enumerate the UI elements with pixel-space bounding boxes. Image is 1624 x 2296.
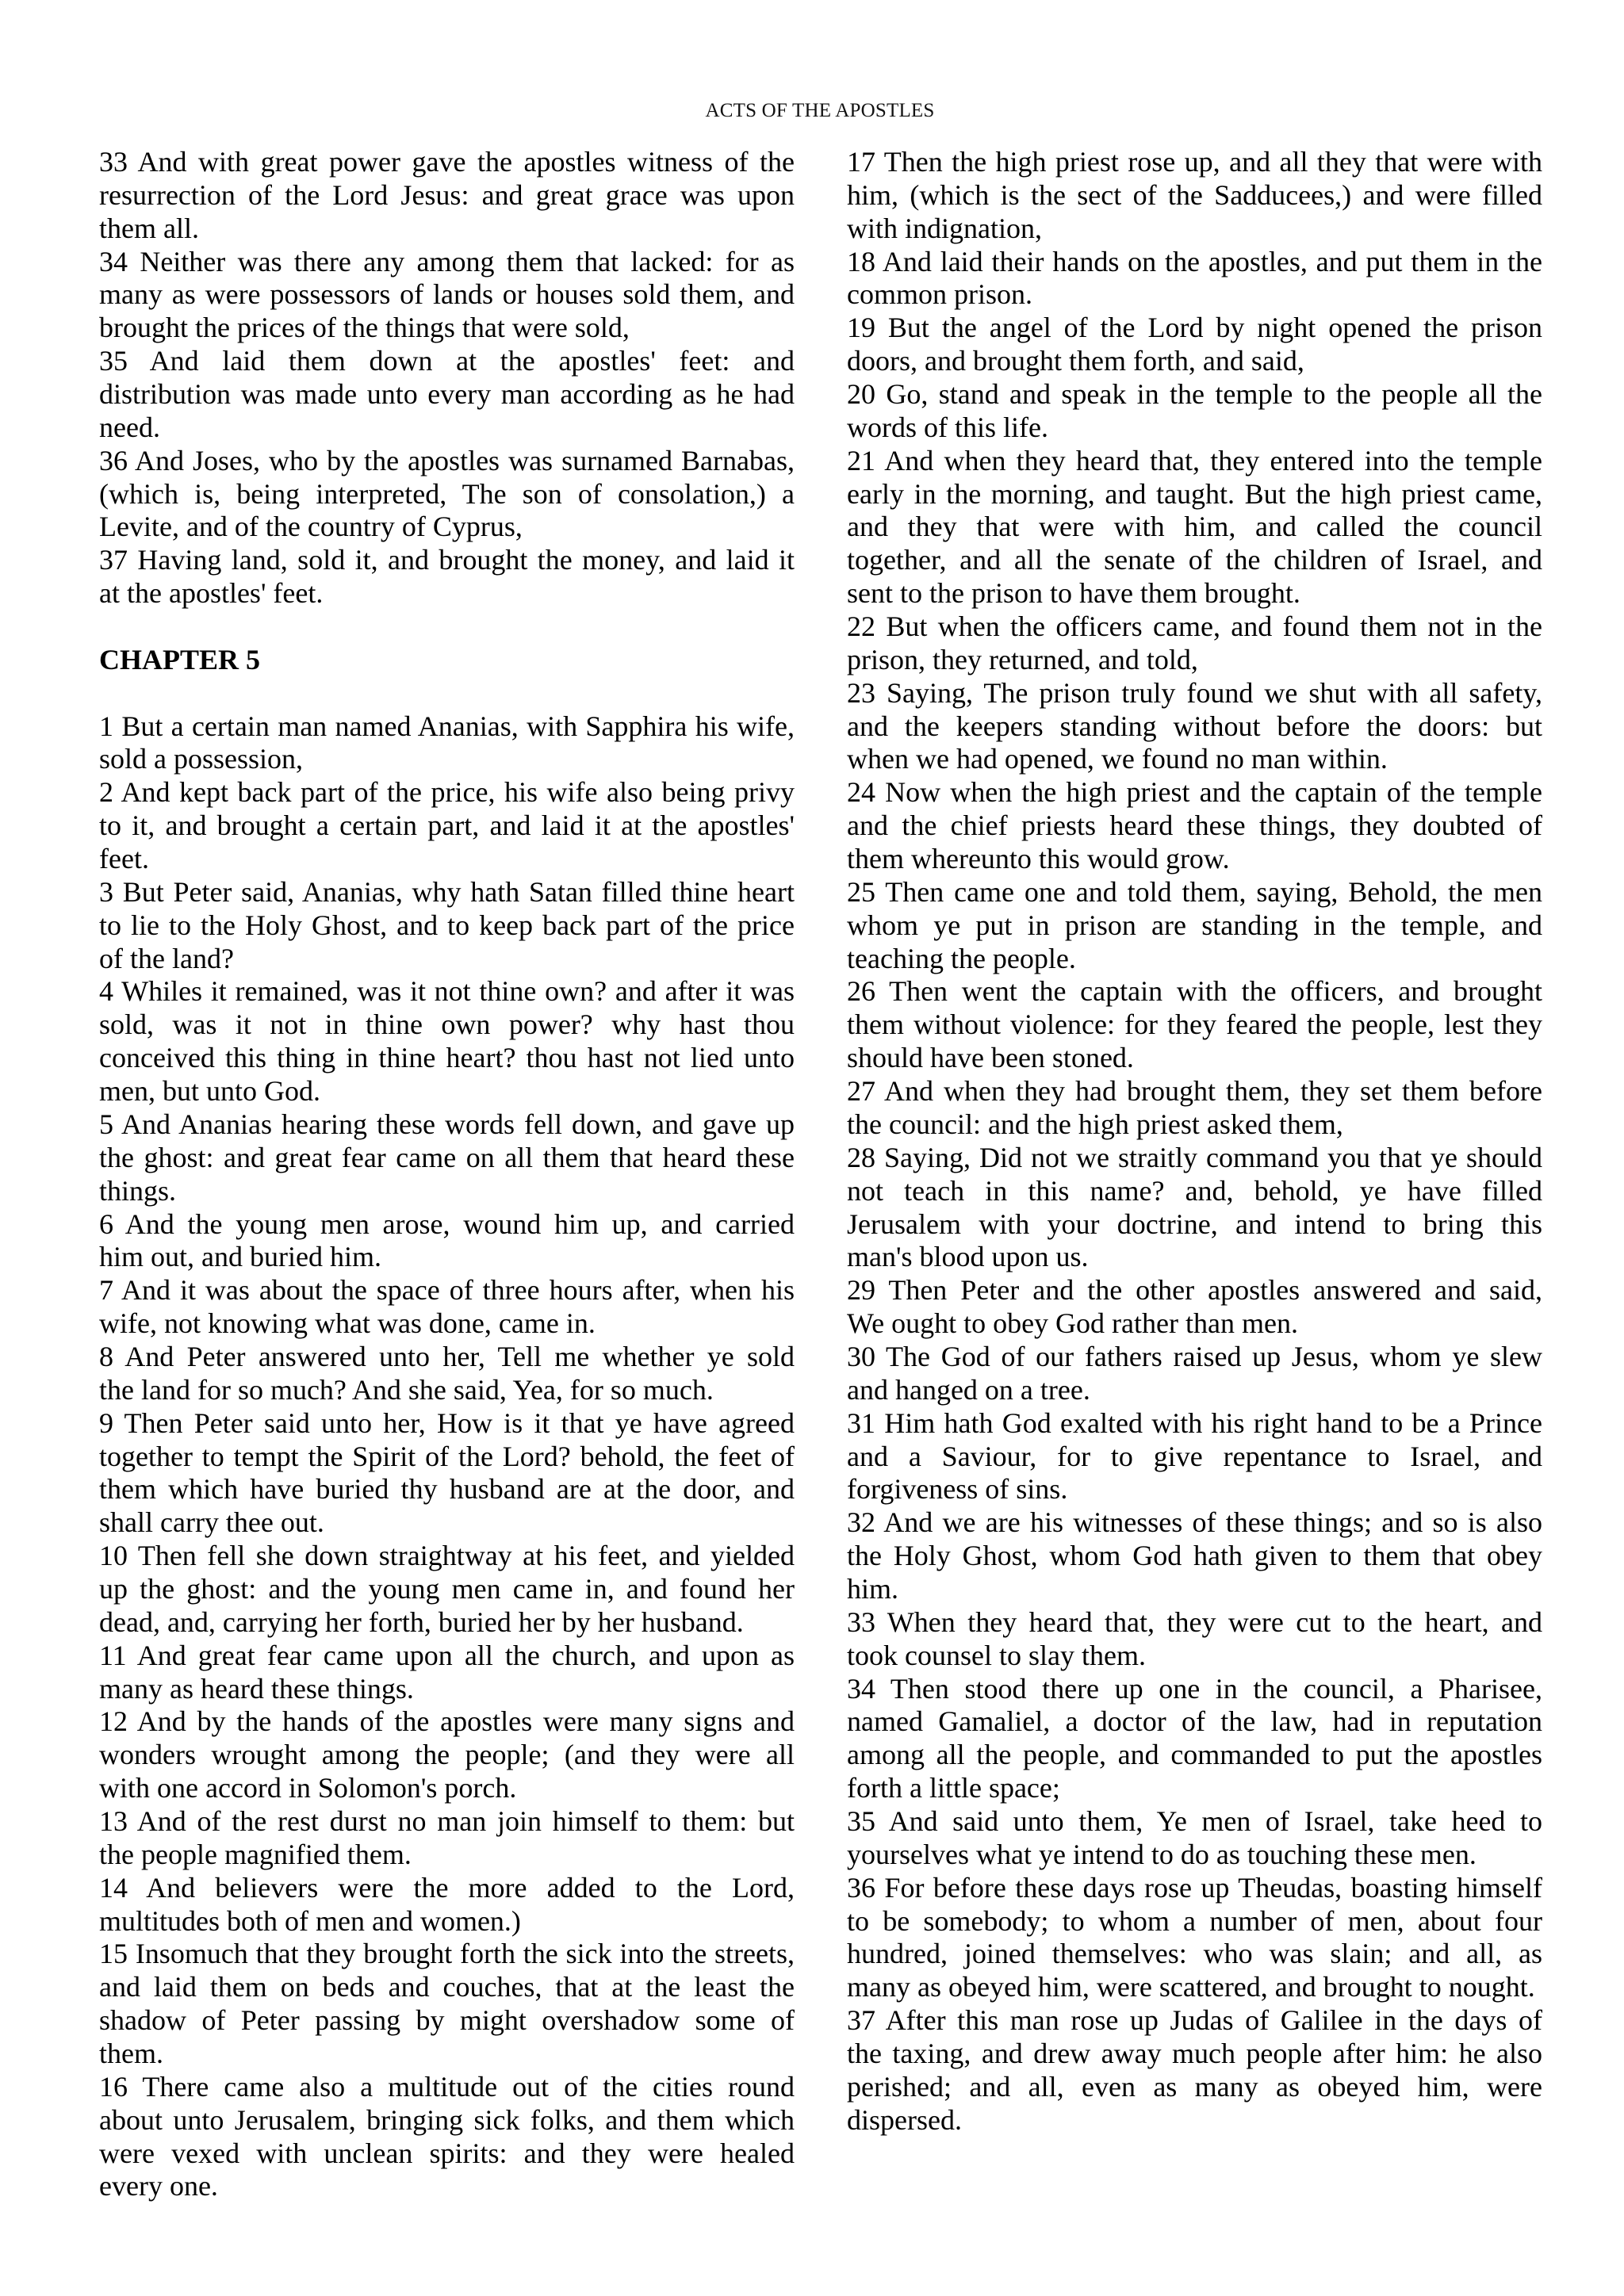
verse-line: and the keepers standing without before the doors: but	[847, 710, 1542, 742]
verse-line: with one accord in Solomon's porch.	[99, 1772, 517, 1804]
verse-line: doors, and brought them forth, and said,	[847, 345, 1304, 377]
verse-line: 12 And by the hands of the apostles were many signs and	[99, 1705, 795, 1738]
verse-paragraph	[847, 975, 1542, 1075]
running-header: ACTS OF THE APOSTLES	[705, 100, 935, 121]
verse-line: 14 And believers were the more added to the Lord,	[99, 1871, 795, 1904]
verse-line: hundred, joined themselves: who was slain; and all, as	[847, 1938, 1542, 1970]
verse-line: forgiveness of sins.	[847, 1473, 1068, 1506]
verse-line: resurrection of the Lord Jesus: and great grace was upon	[99, 178, 795, 211]
verse-line: named Gamaliel, a doctor of the law, had in reputation	[847, 1705, 1542, 1738]
verse-paragraph	[99, 776, 795, 876]
verse-paragraph	[847, 1142, 1542, 1274]
verse-line: the council: and the high priest asked them,	[847, 1108, 1343, 1140]
verse-line: 28 Saying, Did not we straitly command you that ye should	[847, 1141, 1542, 1173]
verse-paragraph	[847, 776, 1542, 876]
verse-line: wonders wrought among the people; (and they were all	[99, 1739, 795, 1771]
verse-paragraph	[99, 2071, 795, 2203]
verse-line: men, but unto God.	[99, 1075, 320, 1108]
verse-paragraph	[847, 1274, 1542, 1341]
verse-paragraph	[99, 1805, 795, 1872]
verse-paragraph	[847, 312, 1542, 378]
verse-line: among all the people, and commanded to put the apostles	[847, 1739, 1542, 1771]
verse-paragraph	[99, 1640, 795, 1706]
verse-line: took counsel to slay them.	[847, 1639, 1146, 1671]
verse-paragraph	[99, 345, 795, 445]
verse-line: dead, and, carrying her forth, buried her by her husband.	[99, 1605, 744, 1638]
verse-line: to lie to the Holy Ghost, and to keep back part of the price	[99, 909, 795, 941]
verse-line: him, (which is the sect of the Sadducees,) and were filled	[847, 178, 1542, 211]
verse-line: 13 And of the rest durst no man join himself to them: but	[99, 1804, 795, 1837]
verse-line: were vexed with unclean spirits: and they were healed	[99, 2137, 795, 2169]
verse-line: whom ye put in prison are standing in the temple, and	[847, 909, 1542, 941]
verse-line: 6 And the young men arose, wound him up, and carried	[99, 1207, 795, 1240]
verse-line: (which is, being interpreted, The son of consolation,) a	[99, 477, 795, 510]
verse-paragraph	[99, 146, 795, 246]
verse-line: We ought to obey God rather than men.	[847, 1307, 1298, 1340]
verse-line: 37 After this man rose up Judas of Galilee in the days of	[847, 2004, 1542, 2037]
verse-line: 17 Then the high priest rose up, and all they that were with	[847, 146, 1542, 178]
verse-line: wife, not knowing what was done, came in.	[99, 1307, 596, 1340]
verse-line: shall carry thee out.	[99, 1506, 324, 1539]
verse-line: 2 And kept back part of the price, his wife also being privy	[99, 776, 795, 809]
verse-line: 19 But the angel of the Lord by night opened the prison	[847, 312, 1542, 344]
verse-line: at the apostles' feet.	[99, 577, 324, 610]
verse-line: 34 Then stood there up one in the council, a Pharisee,	[847, 1672, 1542, 1705]
verse-line: the taxing, and drew away much people after him: he also	[847, 2037, 1542, 2069]
verse-line: 33 When they heard that, they were cut to the heart, and	[847, 1605, 1542, 1638]
verse-line: 1 But a certain man named Ananias, with Sapphira his wife,	[99, 710, 795, 742]
verse-line: 20 Go, stand and speak in the temple to the people all the	[847, 378, 1542, 411]
verse-line: man's blood upon us.	[847, 1241, 1089, 1273]
verse-line: prison, they returned, and told,	[847, 643, 1198, 675]
verse-paragraph	[847, 1075, 1542, 1142]
verse-paragraph	[847, 1872, 1542, 2004]
verse-line: 26 Then went the captain with the officers, and brought	[847, 975, 1542, 1008]
verse-line: them without violence: for they feared the people, lest they	[847, 1008, 1542, 1041]
verse-line: things.	[99, 1174, 177, 1207]
verse-paragraph	[99, 1705, 795, 1805]
verse-line: 33 And with great power gave the apostles witness of the	[99, 146, 795, 178]
verse-line: not teach in this name? and, behold, ye have filled	[847, 1174, 1542, 1207]
verse-line: 22 But when the officers came, and found them not in the	[847, 610, 1542, 643]
verse-paragraph	[847, 445, 1542, 610]
verse-line: should have been stoned.	[847, 1042, 1134, 1074]
verse-paragraph	[847, 1506, 1542, 1606]
verse-paragraph	[99, 975, 795, 1108]
verse-line: 37 Having land, sold it, and brought the money, and laid it	[99, 544, 795, 576]
verse-line: and they that were with him, and called the council	[847, 511, 1542, 543]
chapter-heading: CHAPTER 5	[99, 643, 261, 675]
verse-line: him.	[847, 1572, 899, 1605]
verse-line: up the ghost: and the young men came in, and found her	[99, 1572, 795, 1605]
verse-line: many as obeyed him, were scattered, and brought to nought.	[847, 1971, 1535, 2003]
verse-paragraph	[99, 1341, 795, 1407]
verse-line: need.	[99, 411, 160, 443]
verse-paragraph	[847, 146, 1542, 246]
verse-paragraph	[99, 1108, 795, 1208]
verse-line: 21 And when they heard that, they entered into the temple	[847, 444, 1542, 476]
verse-line: Levite, and of the country of Cyprus,	[99, 511, 523, 543]
verse-line: perished; and all, even as many as obeyed him, were	[847, 2070, 1542, 2103]
verse-line: conceived this thing in thine heart? thou hast not lied unto	[99, 1042, 795, 1074]
verse-line: 27 And when they had brought them, they set them before	[847, 1075, 1542, 1108]
verse-line: him out, and buried him.	[99, 1241, 381, 1273]
verse-line: many as were possessors of lands or houses sold them, and	[99, 278, 795, 311]
verse-line: sold a possession,	[99, 743, 304, 775]
verse-line: them all.	[99, 212, 199, 244]
verse-line: together to tempt the Spirit of the Lord? behold, the feet of	[99, 1440, 795, 1472]
verse-line: the ghost: and great fear came on all them that heard these	[99, 1141, 795, 1173]
verse-line: teaching the people.	[847, 942, 1076, 974]
verse-paragraph	[99, 1872, 795, 1938]
verse-paragraph	[847, 677, 1542, 777]
verse-line: brought the prices of the things that were sold,	[99, 312, 630, 344]
verse-line: 11 And great fear came upon all the church, and upon as	[99, 1639, 795, 1671]
verse-line: to it, and brought a certain part, and laid it at the apostles'	[99, 809, 795, 842]
verse-line: distribution was made unto every man according as he had	[99, 378, 795, 411]
right-text-column	[847, 146, 1542, 2137]
verse-line: together, and all the senate of the children of Israel, and	[847, 544, 1542, 576]
blank-line	[99, 677, 795, 710]
verse-line: 29 Then Peter and the other apostles answered and said,	[847, 1274, 1542, 1307]
verse-line: 10 Then fell she down straightway at his feet, and yielded	[99, 1540, 795, 1572]
verse-line: and a Saviour, for to give repentance to Israel, and	[847, 1440, 1542, 1472]
verse-paragraph	[99, 876, 795, 976]
verse-line: about unto Jerusalem, bringing sick folks, and them which	[99, 2103, 795, 2136]
verse-line: many as heard these things.	[99, 1672, 414, 1705]
verse-paragraph	[99, 1407, 795, 1540]
verse-line: yourselves what ye intend to do as touching these men.	[847, 1838, 1477, 1870]
verse-paragraph	[847, 876, 1542, 976]
verse-line: them which have buried thy husband are at the door, and	[99, 1473, 795, 1506]
verse-line: 18 And laid their hands on the apostles, and put them in the	[847, 245, 1542, 277]
verse-line: words of this life.	[847, 411, 1048, 443]
verse-paragraph	[99, 445, 795, 545]
verse-line: the land for so much? And she said, Yea, for so much.	[99, 1373, 714, 1406]
verse-paragraph	[99, 246, 795, 346]
verse-line: 7 And it was about the space of three hours after, when his	[99, 1274, 795, 1307]
verse-line: 30 The God of our fathers raised up Jesus, whom ye slew	[847, 1340, 1542, 1372]
verse-line: common prison.	[847, 278, 1032, 311]
verse-paragraph	[99, 1540, 795, 1640]
verse-paragraph	[847, 1606, 1542, 1673]
verse-line: feet.	[99, 843, 149, 875]
verse-line: and laid them on beds and couches, that at the least the	[99, 1971, 795, 2003]
verse-paragraph	[99, 1208, 795, 1275]
blank-line	[99, 610, 795, 644]
verse-line: sent to the prison to have them brought.	[847, 577, 1300, 610]
verse-line: 31 Him hath God exalted with his right hand to be a Prince	[847, 1406, 1542, 1439]
verse-line: them whereunto this would grow.	[847, 843, 1230, 875]
verse-line: shadow of Peter passing by might overshadow some of	[99, 2004, 795, 2037]
verse-line: 25 Then came one and told them, saying, Behold, the men	[847, 875, 1542, 908]
verse-line: multitudes both of men and women.)	[99, 1904, 521, 1937]
verse-paragraph	[847, 610, 1542, 677]
verse-line: 15 Insomuch that they brought forth the sick into the streets,	[99, 1938, 795, 1970]
verse-line: 32 And we are his witnesses of these things; and so is also	[847, 1506, 1542, 1539]
verse-paragraph	[847, 2004, 1542, 2137]
verse-line: 3 But Peter said, Ananias, why hath Satan filled thine heart	[99, 875, 795, 908]
verse-line: of the land?	[99, 942, 234, 974]
verse-line: with indignation,	[847, 212, 1042, 244]
verse-line: dispersed.	[847, 2103, 962, 2136]
verse-line: 5 And Ananias hearing these words fell down, and gave up	[99, 1108, 795, 1140]
verse-paragraph	[847, 1673, 1542, 1805]
verse-paragraph	[847, 1341, 1542, 1407]
verse-line: them.	[99, 2037, 163, 2069]
verse-line: Jerusalem with your doctrine, and intend to bring this	[847, 1207, 1542, 1240]
verse-line: 34 Neither was there any among them that lacked: for as	[99, 245, 795, 277]
verse-line: when we had opened, we found no man within.	[847, 743, 1388, 775]
verse-line: 4 Whiles it remained, was it not thine own? and after it was	[99, 975, 795, 1008]
verse-line: 36 And Joses, who by the apostles was surnamed Barnabas,	[99, 444, 795, 476]
verse-line: 8 And Peter answered unto her, Tell me whether ye sold	[99, 1340, 795, 1372]
verse-line: 36 For before these days rose up Theudas, boasting himself	[847, 1871, 1542, 1904]
verse-paragraph	[847, 246, 1542, 312]
verse-line: and hanged on a tree.	[847, 1373, 1090, 1406]
verse-paragraph	[99, 544, 795, 610]
verse-line: every one.	[99, 2170, 218, 2202]
left-text-column	[99, 146, 795, 2203]
verse-line: 35 And laid them down at the apostles' feet: and	[99, 345, 795, 377]
verse-paragraph	[847, 378, 1542, 445]
verse-paragraph	[847, 1805, 1542, 1872]
verse-paragraph	[99, 710, 795, 777]
verse-paragraph	[99, 1938, 795, 2070]
verse-line: 16 There came also a multitude out of the cities round	[99, 2070, 795, 2103]
verse-line: sold, was it not in thine own power? why hast thou	[99, 1008, 795, 1041]
verse-line: the people magnified them.	[99, 1838, 412, 1870]
verse-line: early in the morning, and taught. But the high priest came,	[847, 477, 1542, 510]
verse-line: and the chief priests heard these things, they doubted of	[847, 809, 1542, 842]
verse-line: the Holy Ghost, whom God hath given to them that obey	[847, 1540, 1542, 1572]
verse-paragraph	[99, 1274, 795, 1341]
verse-paragraph	[847, 1407, 1542, 1507]
verse-line: 9 Then Peter said unto her, How is it that ye have agreed	[99, 1406, 795, 1439]
verse-line: to be somebody; to whom a number of men, about four	[847, 1904, 1542, 1937]
verse-line: 23 Saying, The prison truly found we shut with all safety,	[847, 676, 1542, 709]
verse-line: forth a little space;	[847, 1772, 1060, 1804]
verse-line: 35 And said unto them, Ye men of Israel, take heed to	[847, 1804, 1542, 1837]
verse-line: 24 Now when the high priest and the captain of the temple	[847, 776, 1542, 809]
